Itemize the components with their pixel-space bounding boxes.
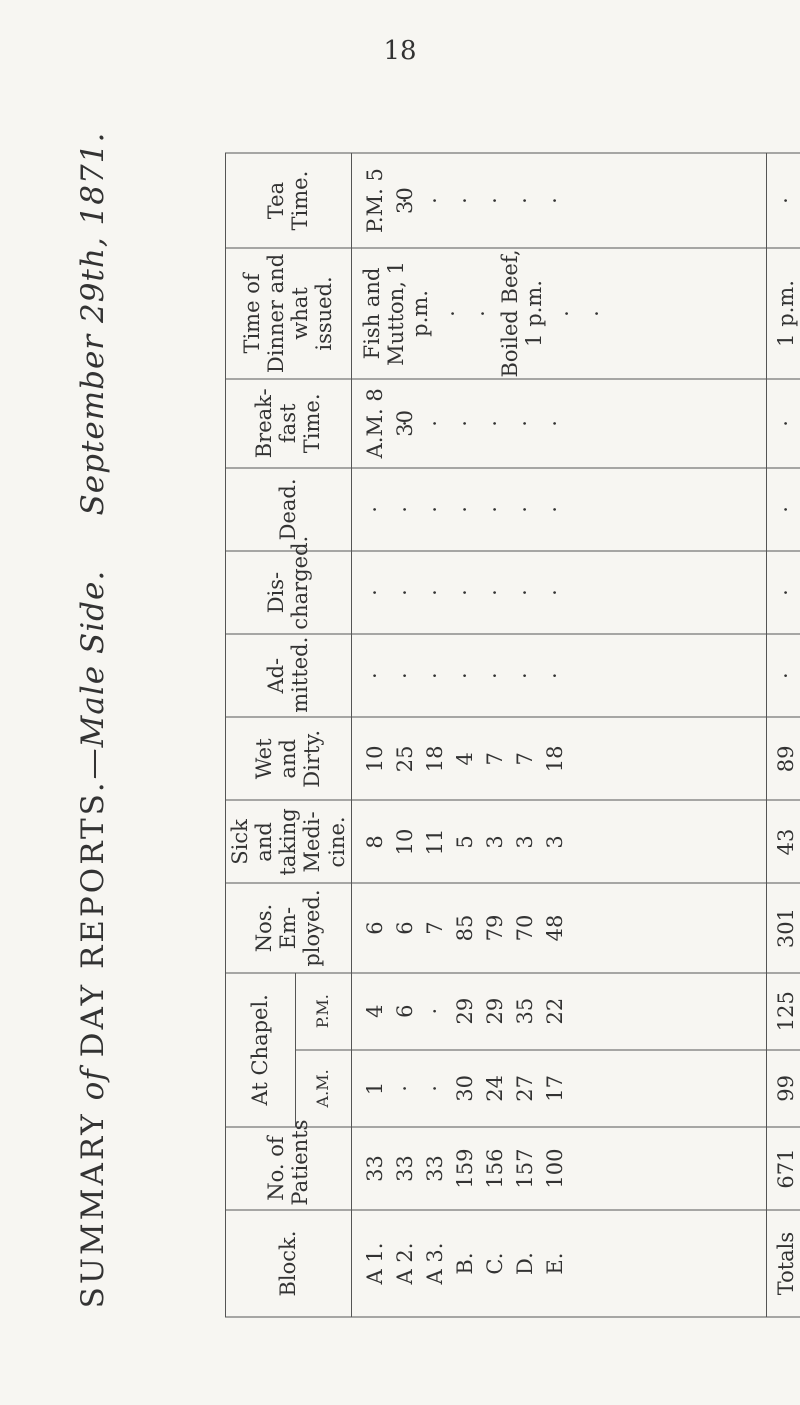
employed-column bbox=[351, 884, 766, 973]
tea-cell: P.M. 5 30 bbox=[362, 168, 417, 233]
chapel-pm-cell: 22 bbox=[542, 997, 567, 1025]
block-cell: A 3. bbox=[422, 1242, 447, 1285]
header-block: Block. bbox=[226, 1210, 352, 1317]
patients-cell: 157 bbox=[512, 1148, 537, 1189]
page-number: 18 bbox=[383, 36, 417, 66]
block-cell: D. bbox=[512, 1252, 537, 1275]
header-dinner: Time of Dinner and what issued. bbox=[226, 248, 352, 379]
dinner-cell: Fish and Mutton, 1 p.m. bbox=[359, 261, 432, 366]
breakfast-cell: A.M. 8 30 bbox=[362, 388, 417, 459]
chapel-pm-cell: 35 bbox=[512, 997, 537, 1025]
report-title bbox=[75, 70, 125, 1370]
tea-cell bbox=[480, 154, 510, 248]
wet-cell: 10 bbox=[362, 745, 387, 773]
summary-table-wrapper bbox=[225, 153, 799, 1318]
tea-cell bbox=[390, 154, 420, 248]
header-breakfast: Break-fast Time. bbox=[226, 379, 352, 468]
employed-cell: 79 bbox=[482, 914, 507, 942]
dead-cell bbox=[390, 468, 420, 550]
header-pm: P.M. bbox=[295, 973, 351, 1050]
chapel-am-cell: 24 bbox=[482, 1075, 507, 1102]
totals-pm: 125 bbox=[766, 973, 800, 1050]
totals-am: 99 bbox=[766, 1050, 800, 1127]
discharged-cell bbox=[450, 552, 480, 634]
chapel-am-cell bbox=[390, 1050, 420, 1126]
block-cell: A 2. bbox=[392, 1242, 417, 1285]
employed-cell: 48 bbox=[542, 914, 567, 942]
dead-cell bbox=[420, 468, 450, 550]
chapel-pm-column bbox=[351, 973, 766, 1050]
block-cell: C. bbox=[482, 1252, 507, 1275]
patients-cell: 33 bbox=[422, 1155, 447, 1182]
breakfast-cell bbox=[450, 379, 480, 467]
sick-cell: 11 bbox=[422, 828, 447, 856]
table-body-row bbox=[351, 153, 766, 1317]
breakfast-cell bbox=[540, 379, 570, 467]
breakfast-cell bbox=[390, 379, 420, 467]
discharged-column bbox=[351, 551, 766, 634]
totals-admitted bbox=[766, 634, 800, 717]
admitted-cell bbox=[510, 635, 540, 717]
chapel-am-cell: 30 bbox=[452, 1075, 477, 1102]
patients-column bbox=[351, 1127, 766, 1210]
summary-table bbox=[225, 153, 800, 1318]
header-admitted: Ad-mitted. bbox=[226, 634, 352, 717]
block-cell: E. bbox=[542, 1252, 567, 1275]
chapel-pm-cell: 29 bbox=[452, 997, 477, 1025]
title-of: of bbox=[75, 1068, 111, 1101]
chapel-pm-cell: 6 bbox=[392, 1004, 417, 1018]
discharged-cell bbox=[510, 552, 540, 634]
sick-cell: 10 bbox=[392, 828, 417, 856]
admitted-cell bbox=[450, 635, 480, 717]
wet-cell: 7 bbox=[482, 752, 507, 766]
totals-dinner: 1 p.m. bbox=[766, 248, 800, 379]
patients-cell: 100 bbox=[542, 1148, 567, 1189]
discharged-cell bbox=[420, 552, 450, 634]
header-chapel: At Chapel. bbox=[226, 973, 296, 1127]
sick-cell: 8 bbox=[362, 835, 387, 849]
dead-cell bbox=[510, 468, 540, 550]
chapel-am-cell bbox=[420, 1050, 450, 1126]
patients-cell: 156 bbox=[482, 1148, 507, 1189]
dinner-cell bbox=[582, 249, 612, 379]
chapel-am-cell: 17 bbox=[542, 1075, 567, 1102]
sick-cell: 3 bbox=[542, 835, 567, 849]
admitted-cell bbox=[360, 635, 390, 717]
block-cell: A 1. bbox=[362, 1242, 387, 1285]
admitted-column bbox=[351, 634, 766, 717]
totals-sick: 43 bbox=[766, 800, 800, 883]
dead-cell bbox=[360, 468, 390, 550]
chapel-pm-cell bbox=[420, 973, 450, 1049]
totals-dead bbox=[766, 468, 800, 551]
discharged-cell bbox=[540, 552, 570, 634]
dinner-cell bbox=[438, 249, 468, 379]
header-tea: Tea Time. bbox=[226, 153, 352, 248]
header-am: A.M. bbox=[295, 1050, 351, 1127]
title-side: —Male Side. bbox=[75, 569, 111, 780]
dead-cell bbox=[480, 468, 510, 550]
tea-cell bbox=[420, 154, 450, 248]
totals-breakfast bbox=[766, 379, 800, 468]
patients-cell: 33 bbox=[362, 1155, 387, 1182]
patients-cell: 159 bbox=[452, 1148, 477, 1189]
header-wet: Wet and Dirty. bbox=[226, 717, 352, 800]
employed-cell: 85 bbox=[452, 914, 477, 942]
breakfast-cell bbox=[480, 379, 510, 467]
dinner-column bbox=[351, 248, 766, 379]
wet-cell: 25 bbox=[392, 745, 417, 773]
totals-discharged bbox=[766, 551, 800, 634]
dinner-cell bbox=[468, 249, 498, 379]
chapel-pm-cell: 4 bbox=[362, 1004, 387, 1018]
totals-row bbox=[766, 153, 800, 1317]
chapel-am-cell: 1 bbox=[362, 1081, 387, 1096]
discharged-cell bbox=[390, 552, 420, 634]
discharged-cell bbox=[480, 552, 510, 634]
admitted-cell bbox=[420, 635, 450, 717]
header-sick: Sick and taking Medi-cine. bbox=[226, 800, 352, 883]
employed-cell: 70 bbox=[512, 914, 537, 942]
tea-cell bbox=[540, 154, 570, 248]
title-date: September 29th, 1871. bbox=[75, 131, 111, 516]
sick-cell: 3 bbox=[512, 835, 537, 849]
dinner-cell: Boiled Beef, 1 p.m. bbox=[498, 249, 547, 378]
title-prefix: SUMMARY bbox=[75, 1111, 111, 1309]
header-dead: Dead. bbox=[226, 468, 352, 551]
admitted-cell bbox=[480, 635, 510, 717]
sick-cell: 3 bbox=[482, 835, 507, 849]
wet-cell: 4 bbox=[452, 752, 477, 766]
dead-column bbox=[351, 468, 766, 551]
breakfast-cell bbox=[510, 379, 540, 467]
totals-patients: 671 bbox=[766, 1127, 800, 1210]
admitted-cell bbox=[390, 635, 420, 717]
dead-cell bbox=[540, 468, 570, 550]
totals-employed: 301 bbox=[766, 884, 800, 973]
admitted-cell bbox=[540, 635, 570, 717]
header-employed: Nos. Em-ployed. bbox=[226, 884, 352, 973]
totals-tea bbox=[766, 153, 800, 248]
breakfast-cell bbox=[420, 379, 450, 467]
breakfast-column bbox=[351, 379, 766, 468]
dinner-cell bbox=[552, 249, 582, 379]
header-patients: No. of Patients bbox=[226, 1127, 352, 1210]
tea-column bbox=[351, 153, 766, 248]
sick-column bbox=[351, 800, 766, 883]
sick-cell: 5 bbox=[452, 835, 477, 849]
employed-cell: 6 bbox=[392, 921, 417, 935]
employed-cell: 6 bbox=[362, 921, 387, 935]
employed-cell: 7 bbox=[422, 921, 447, 935]
header-discharged: Dis-charged. bbox=[226, 551, 352, 634]
wet-cell: 7 bbox=[512, 752, 537, 766]
chapel-am-cell: 27 bbox=[512, 1075, 537, 1102]
totals-label: Totals bbox=[766, 1210, 800, 1317]
totals-wet: 89 bbox=[766, 717, 800, 800]
chapel-am-column bbox=[351, 1050, 766, 1127]
tea-cell bbox=[510, 154, 540, 248]
discharged-cell bbox=[360, 552, 390, 634]
block-cell: B. bbox=[452, 1252, 477, 1275]
tea-cell bbox=[450, 154, 480, 248]
wet-cell: 18 bbox=[542, 745, 567, 773]
chapel-pm-cell: 29 bbox=[482, 997, 507, 1025]
patients-cell: 33 bbox=[392, 1155, 417, 1182]
dead-cell bbox=[450, 468, 480, 550]
title-suffix: DAY REPORTS. bbox=[75, 779, 111, 1058]
wet-cell: 18 bbox=[422, 745, 447, 773]
wet-column bbox=[351, 717, 766, 800]
block-column bbox=[351, 1210, 766, 1317]
